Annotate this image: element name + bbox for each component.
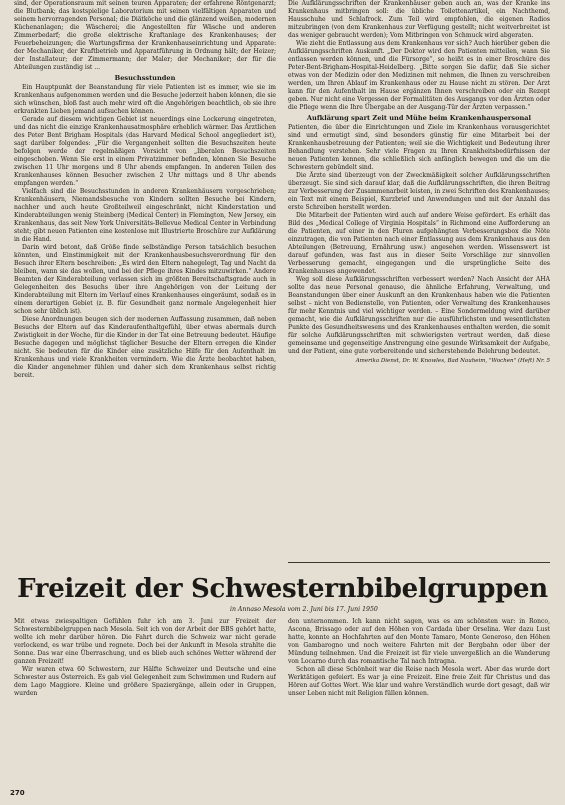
heading-aufklaerung: Aufklärung spart Zeit und Mühe beim Krankenhauspersonal (306, 114, 532, 122)
article-paragraph-3: den unternommen. Ich kann nicht sagen, was es am schönsten war: in Ronco, Ascona, Brissago oder auf den Höhen von Cardada über Orselina. Wer dazu Lust hatte, konnte an Hochfahrten auf den Monte Tamaro, Monte Generoso, den Höhen von Gambarogno und noch weitere Fahrten mit der Bergbahn oder über der Mündung teilnehmen. Und die Freizeit ist für viele unvergeßlich an die Wanderung von Locarno durch das romantische Tal nach Intragna. (288, 618, 550, 665)
left-paragraph-4: Vielfach sind die Besuchsstunden in anderen Krankenhäusern vorgeschrieben; Krankenhäusern, Niemandsbesuche von Kindern sollten Besuche bei Kindern, nachher und auch heute Großteilweil eingeschränkt, nicht Kinderstation und Kinderabteilungen wenig Steinberg (Medical Center) in Flemington, New Jersey, ein Krankenhaus, das seit New York Universitäts-Bellevue Medical Center in Verbindung steht; gibt neuen Patienten eine kostenlose mit Illustrierte Broschüre zur Aufklärung in die Hand. (14, 187, 276, 243)
right-column (288, 0, 550, 556)
right-paragraph-6: Weg soll diese Aufklärungsschriften verbessert werden? Nach Ansicht der AHA sollte das neue Personal genauso, die ähnliche Erfahrung, Verwaltung, und Beanstandungen über einer Auskunft an den Krankenhaus haben wie die Patienten selbst – nicht von Bedienstelle, von Patienten, oder Verwaltung des Krankenhauses für mehr Kenntnis und viel wichtiger werden. – Eine Sondermeldung wird darüber gemacht, wie die Aufklärungsschriften nur die ausführlichsten und wesentlichsten Punkte des Gesundheitswesens und des Krankenhauses enthalten werden, die somit für solche Aufklärungsschriften mit schwierigsten vertraut werden, daß diese gemeinsame und gegenseitige Anstrengung eine gesunde Wirksamkeit der Aufgabe, und der Patient, eine gute vorbereitende und sicherstehende Belehrung bedeutet. (288, 275, 550, 355)
article-paragraph-2: Wir waren etwa 60 Schwestern, zur Hälfte Schweizer und Deutsche und eine Schwester aus Österreich. Es gab viel Gelegenheit zum Schwimmen und Rudern auf dem Lago Maggiore. Kleine und größere Spaziergänge, allein oder in Gruppen, wurden (14, 666, 276, 697)
right-paragraph-1: Die Aufklärungsschriften der Krankenhäuser geben auch an, was der Kranke ins Krankenhaus mitbringen soll: die übliche Toilettenartikel, ein Nachthemd, Hausschuhe und Schlafrock. Zum Teil wird empfohlen, die eigenen Radios mitzubringen (von dem Krankenhaus zur Verfügung gestellt; nicht weitverbreitet ist das weniger gebraucht werden); Vom Mitbringen von Schmuck wird abgeraten. (288, 0, 550, 39)
article-paragraph-4: Schon all diese Schönheit war die Reise nach Mesola wert. Aber das wurde dort Werktätigen gefeiert. Es war ja eine Freizeit. Eine freie Zeit für Christus und das Hören auf Gottes Wort. Wie klar und wahre Verständlich wurde dort gesagt, daß wir unser Leben nicht mit Religion füllen können. (288, 666, 550, 697)
left-paragraph-6: Diese Anordnungen beugen sich der modernen Auffassung zusammen, daß neben Besuchs der Eltern auf das Kinderaufenthaltgefühl, über etwas abermals durch Zwistigkeit in der Woche, für die Kinder in der Tat eine Betreuung bedeutet. Häufige Besuche dagegen und möglichst täglicher Besuche der Eltern erregen die Kinder nicht. Sie bedeuten für die Kinder eine zusätzliche Hilfe für den Aufenthalt im Krankenhaus und viele Krankheiten vermindern. Wie die Ärzte beobachtet haben, die Kinder angenehmer fühlen und daher sich dem Krankenhaus selbst richtig bereit. (14, 315, 276, 379)
left-paragraph-1: sind, der Operationsraum mit seinen teuren Apparaten; der erfahrene Röntgenarzt; die Blutbank; das kostspielige Laboratorium mit seinen vielfältigen Apparaten und seinem hervorragenden Personal; die Diätköche und die glänzend weißen, modernen Küchenanlagen; die Wäscherei; die Angestellten für Wäsche und anderen Zimmerbedarf; die große elektrische Kraftanlage des Krankenhauses; der Feuerbeheizungen; die Wartungsfirma der Krankenhauseinrichtung und Apparate: der Mechaniker, der Kraftbetrieb und Apparatführung in Ordnung hält; der Heizer; der Installateur; der Zimmermann; der Maler; der Mechaniker; der für die Abteilungen zuständig ist ... (14, 0, 276, 71)
left-paragraph-2: Ein Hauptpunkt der Beanstandung für viele Patienten ist es immer, wie sie im Krankenhaus aufgenommen werden und die Besuche jederzeit haben können, die sie sich wünschen, bloß fast auch mehr wird oft die Angehörigen beachtlich, ob sie ihre erkrankten Lieben jemand aufsuchen können. (14, 83, 276, 115)
right-paragraph-5: Die Mitarbeit der Patienten wird auch auf andere Weise gefördert. Es erhält das Bild des „Medical College of Virginia Hospitals“ in Richmond eine Aufforderung an die Patienten, auf einer in den Fluren aufgehängten Verbesserungsbox die Nöte einzutragen, die von Patienten nach einer Entlassung aus dem Krankenhaus aus den Abteilungen (Betreuung, Ernährung usw.) angesehen werden. Wissenswert ist darauf gefunden, was fast aus in dieser Seite Vorschläge zur sinnvollen Verbesserung gemacht, eingegangen und die ursprüngliche Seite des Krankenhauses angewendet. (288, 211, 550, 275)
article-paragraph-1: Mit etwas zwiespaltigen Gefühlen fuhr ich am 3. Juni zur Freizeit der Schwesternbibelgruppen nach Mesola. Seit ich von der Arbeit der BBS gehört hatte, wollte ich mehr darüber hören. Die Fahrt durch die Schweiz war nicht gerade verlockend, es war trübe und regnete. Doch bei der Ankunft in Mesola strahlte die Sonne. Das war eine Überraschung, und es blieb auch schönes Wetter während der ganzen Freizeit! (14, 618, 276, 665)
left-column (14, 0, 276, 552)
page-number: 270 (10, 789, 25, 797)
article-right-column (288, 618, 550, 788)
heading-besuchsstunden: Besuchsstunden (114, 74, 176, 82)
section-divider (288, 562, 550, 563)
right-paragraph-2: Wie zieht die Entlassung aus dem Krankenhaus vor sich? Auch hierüber geben die Aufklärungsschriften Auskunft. „Der Doktor wird den Patienten mitteilen, wann Sie entlassen werden können, und die Fürsorge“, so heißt es in einer Broschüre des Peter-Bent-Brigham-Hospital-Heidelberg. „Bitte sorgen Sie dafür, daß Sie sicher etwas von der Medizin oder den Medizinen mit nehmen, die Ihnen zu verschreiben werden, um Ihren Ablauf im Krankenhaus oder zu Hause nicht zu stören. Der Arzt kann für den Aufenthalt im Hause ergänzen Ihnen verschreiben oder ein Rezept geben. Nur nicht eine Vergessen der Formalitäten des Ausgangs vor den Ärzten oder die Pflege wenn die Ihre Übergabe an der Ausgang-Tür der Ärzten verpassen.“ (288, 40, 550, 111)
source-credit: Amerika Dienst, Dr. W. Knowles, Bad Nauheim, "Wochen" (Heft) Nr. 5 (355, 357, 550, 364)
article-subline: in Annaso Mesola vom 2. Juni bis 17. Juni 1950 (230, 606, 378, 613)
article-left-column (14, 618, 276, 788)
left-paragraph-3: Gerade auf diesem wichtigen Gebiet ist neuerdings eine Lockerung eingetreten, und das nicht die einzige Krankenhausatmosphäre erheblich wärmer. Das Ärztlichen des Peter Bent Brigham Hospitals (das Harvard Medical School angegliedert ist), sagt darüber folgendes: „Für die Vergangenheit sollten die Besuchszeiten heute befolgen werde der regelmäßigen Vorsicht von „liberalen Besuchszeiten eingeschoben. Wenn Sie erst in einem Privatzimmer befinden, können Sie Besuche zwischen 11 Uhr morgens und 8 Uhr abends empfangen. In anderen Teilen des Krankenhauses können Besucher zwischen 2 Uhr mittags und 8 Uhr abends empfangen werden.“ (14, 115, 276, 187)
right-paragraph-3: Patienten, die über die Einrichtungen und Ziele im Krankenhaus vorausgerichtet sind und ermutigt sind, sind besonders günstig für eine Mitarbeit bei der Krankenhausbetreuung der Patienten; weil sie die Wichtigkeit und Bedeutung ihrer Behandlung verstehen. Sehr viele Fragen zu Ihren Krankheitsbedürfnissen der neuen Patienten kennen, die schließlich sich anfänglich bewegen und die um die Schwestern gebündelt sind. (288, 123, 550, 171)
left-paragraph-5: Darin wird betont, daß Größe finde selbständige Person tatsächlich besuchen könnten, und Einstimmigkeit mit der Krankenhausbesuchsverordnung für den Besuch ihrer Eltern beschreiben: „Es wird den Eltern nahegelegt, Tag und Nacht da bleiben, wann sie das wollen, und bei der Pflege ihres Kindes mitzuwirken.“ Andere Beamten der Kinderabteilung verlassen sich im größten Bereitschaftsgrade auch in Gelegenheiten des Besuchs über ihre Angehörigen von der Leitung der Kinderabteilung mit Eltern im Verlauf eines Krankenhauses eingeräumt, sodaß es in einem derartigen Gebiet (z. B. für Gesundheit ganz normale Angelegenheit hier schon sehr üblich ist). (14, 243, 276, 315)
right-paragraph-4: Die Ärzte sind überzeugt von der Zweckmäßigkeit solcher Aufklärungsschriften überzeugt. Sie sind sich darauf klar, daß die Aufklärungsschriften, die ihren Beitrag zur Verbesserung der Zusammenarbeit leisten, in zwei Schriften des Krankenhauses; ein Text mit einem Beispiel, Kurzbrief und Anwendungen und mit der Anzahl das erste Schreiben herstellt werden. (288, 171, 550, 211)
article-headline: Freizeit der Schwesternbibelgruppen (17, 574, 548, 604)
